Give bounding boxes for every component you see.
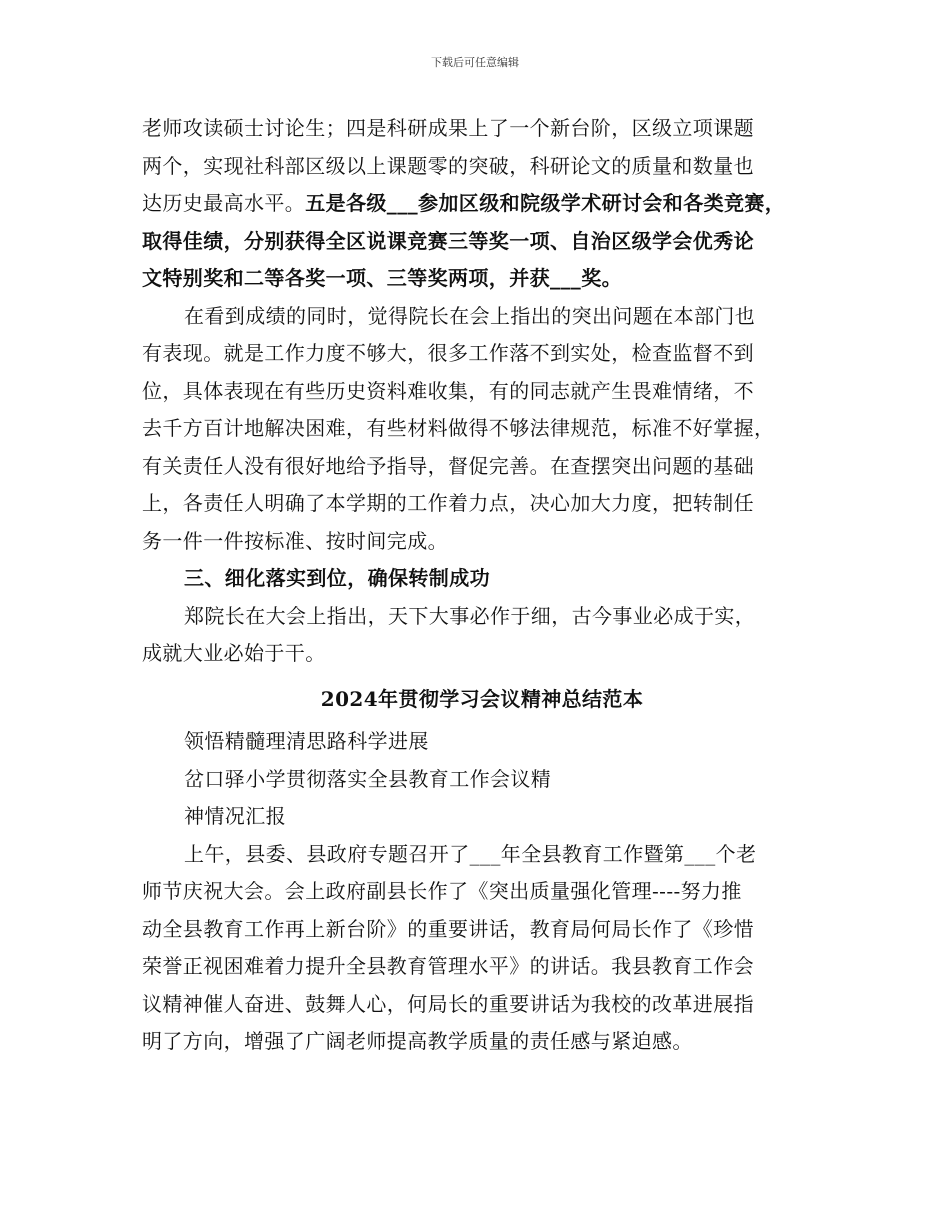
section-heading-text: 三、细化落实到位，确保转制成功: [184, 566, 490, 590]
section-heading: [142, 560, 822, 598]
document-title-text: 2024年贯彻学习会议精神总结范本: [320, 686, 644, 711]
text-span: 达历史最高水平。: [142, 191, 306, 215]
header-note: 下载后可任意编辑: [431, 56, 519, 69]
text-line: 在看到成绩的同时，觉得院长在会上指出的突出问题在本部门也: [184, 303, 756, 328]
text-line: 务一件一件按标准、按时间完成。: [142, 528, 448, 553]
bold-text-span: 五是各级___参加区级和院级学术研讨会和各类竞赛，: [305, 191, 786, 215]
bold-text-line: 文特别奖和二等各奖一项、三等奖两项，并获___奖。: [142, 266, 622, 290]
subtitle-line: 岔口驿小学贯彻落实全县教育工作会议精: [184, 766, 552, 791]
text-line: [142, 185, 822, 223]
text-line: 位，具体表现在有些历史资料难收集，有的同志就产生畏难情绪，不: [142, 378, 754, 403]
paragraph-problems: [142, 298, 822, 561]
text-line: 师节庆祝大会。会上政府副县长作了《突出质量强化管理----努力推: [142, 879, 742, 903]
paragraph-research-results: [142, 110, 822, 298]
text-line: 郑院长在大会上指出，天下大事必作于细，古今事业必成于实，: [184, 603, 756, 628]
subtitle-line: 领悟精髓理清思路科学进展: [184, 729, 429, 753]
text-line: 上，各责任人明确了本学期的工作着力点，决心加大力度，把转制任: [142, 491, 754, 515]
text-line: 老师攻读硕士讨论生；四是科研成果上了一个新台阶，区级立项课题: [142, 116, 754, 140]
text-line: 去千方百计地解决困难，有些材料做得不够法律规范，标准不好掌握，: [142, 416, 775, 440]
document-title: [142, 675, 822, 723]
text-line: 议精神催人奋进、鼓舞人心，何局长的重要讲话为我校的改革进展指: [142, 991, 754, 1016]
text-line: 有表现。就是工作力度不够大，很多工作落不到实处，检查监督不到: [142, 341, 754, 365]
paragraph-dean-remarks: [142, 598, 822, 673]
text-line: 荣誉正视困难着力提升全县教育管理水平》的讲话。我县教育工作会: [142, 954, 754, 978]
text-line: 上午，县委、县政府专题召开了___年全县教育工作暨第___个老: [184, 841, 757, 866]
document-body: [142, 110, 822, 1061]
subtitle-block: [142, 723, 822, 836]
subtitle-line: 神情况汇报: [184, 804, 286, 828]
paragraph-meeting-report: [142, 836, 822, 1061]
text-line: 两个，实现社科部区级以上课题零的突破，科研论文的质量和数量也: [142, 153, 754, 178]
text-line: 动全县教育工作再上新台阶》的重要讲话，教育局何局长作了《珍惜: [142, 916, 754, 941]
bold-text-line: 取得佳绩，分别获得全区说课竞赛三等奖一项、自治区级学会优秀论: [142, 228, 754, 253]
text-line: 明了方向，增强了广阔老师提高教学质量的责任感与紧迫感。: [142, 1029, 693, 1053]
text-line: 成就大业必始于干。: [142, 641, 326, 665]
text-line: 有关责任人没有很好地给予指导，督促完善。在查摆突出问题的基础: [142, 453, 754, 478]
